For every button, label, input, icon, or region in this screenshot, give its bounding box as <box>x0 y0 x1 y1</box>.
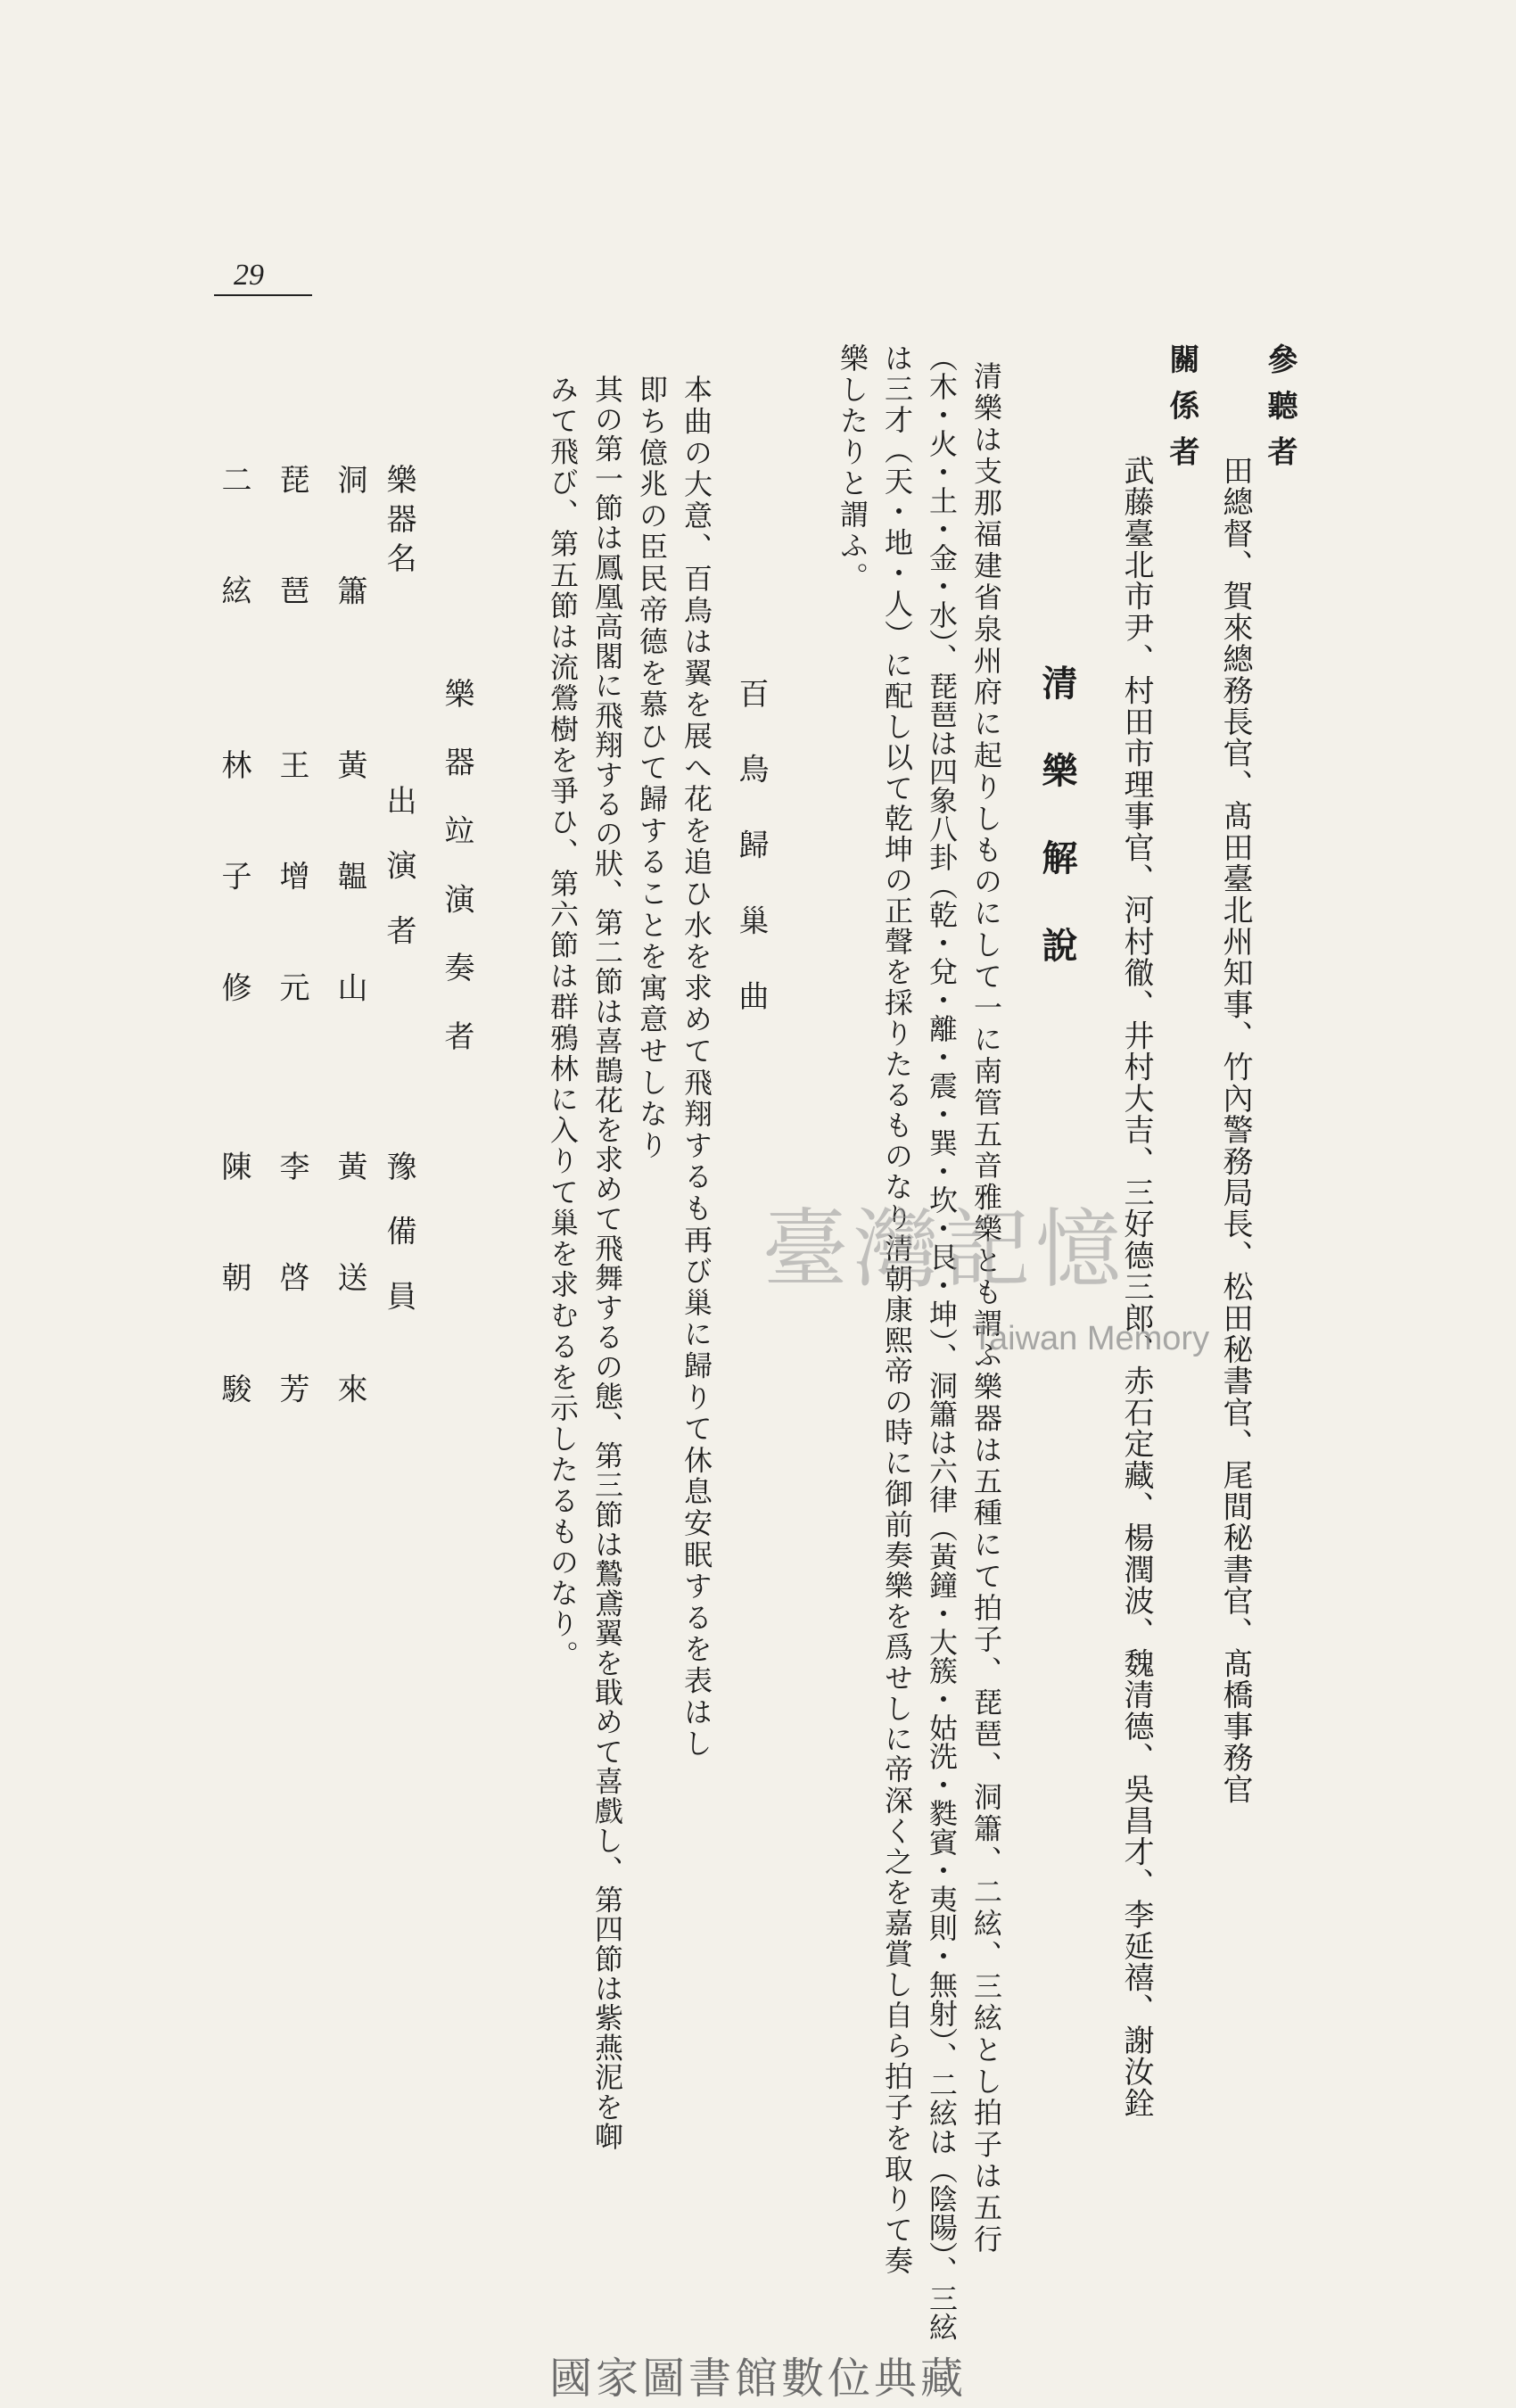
attendees-list: 田總督、賀來總務長官、髙田臺北州知事、竹內警務局長、松田秘書官、尾間秘書官、髙橋事務官 <box>1217 455 1253 1805</box>
performers-title: 樂 器 竝 演 奏 者 <box>439 678 474 1066</box>
song-line-1: 本曲の大意、百鳥は翼を展へ花を追ひ水を求めて飛翔するも再び巢に歸りて休息安眠するを表はし <box>680 375 713 1761</box>
instrument-name: 二 絃 <box>216 464 251 641</box>
header-instrument: 樂器名 <box>381 464 416 581</box>
instrument-name: 琵 琶 <box>274 464 309 641</box>
related-heading: 關 係 者 <box>1164 343 1199 469</box>
page-number-rule <box>214 294 312 296</box>
song-title: 百 鳥 歸 巢 曲 <box>733 678 769 1029</box>
explanation-line-1: 清樂は支那福建省泉州府に起りしものにして一に南管五音雅樂とも謂ふ樂器は五種にて拍子、琵琶、洞簫、二絃、三絃とし拍子は五行 <box>969 361 1003 2255</box>
song-line-2: 即ち億兆の臣民帝德を慕ひて歸することを寓意せしなり <box>635 375 669 1162</box>
song-line-3: 其の第一節は鳳凰高閣に飛翔するの狀、第二節は喜鵲花を求めて飛舞するの態、第三節は鷙鳶翼を戢めて喜戲し、第四節は紫燕泥を啣 <box>590 375 624 2151</box>
performer-name: 黃 韞 山 <box>332 749 367 1038</box>
performer-name: 林 子 修 <box>216 749 251 1038</box>
song-line-4: みて飛び、第五節は流鶯樹を爭ひ、第六節は群鴉林に入りて巢を求むるを示したるものなり。 <box>546 375 580 1671</box>
header-performer: 出 演 者 <box>381 785 416 958</box>
reserve-name: 黃 送 來 <box>332 1150 367 1439</box>
related-list: 武藤臺北市尹、村田市理事官、河村徹、井村大吉、三好德三郎、赤石定藏、楊潤波、魏清德、吳昌才、李延禧、謝汝銓 <box>1118 455 1154 2119</box>
reserve-name: 李 啓 芳 <box>274 1150 309 1439</box>
explanation-line-4: 樂したりと謂ふ。 <box>836 343 869 593</box>
reserve-name: 陳 朝 駿 <box>216 1150 251 1439</box>
section-title: 清 樂 解 說 <box>1036 664 1078 982</box>
watermark-text: 臺灣記憶 <box>762 1200 1126 1299</box>
page-number: 29 <box>234 259 264 292</box>
watermark-english: Taiwan Memory <box>972 1320 1210 1357</box>
explanation-line-2: （木・火・土・金・水）、琵琶は四象八卦（乾・兌・離・震・巽・坎・艮・坤）、洞簫は六律（黃鐘・大簇・姑洗・㽔賓・夷則・無射）、二絃は（陰陽）、三絃 <box>925 343 959 2341</box>
explanation-line-3: は三才（天・地・人）に配し以て乾坤の正聲を採りたるものなり清朝康熙帝の時に御前奏樂を爲せしに帝深く之を嘉賞し自ら拍子を取りて奏 <box>880 343 914 2277</box>
header-reserve: 豫 備 員 <box>381 1150 416 1324</box>
instrument-name: 洞 簫 <box>332 464 367 641</box>
attendees-heading: 參 聽 者 <box>1262 343 1298 469</box>
footer-archive-label: 國家圖書館數位典藏 <box>548 2354 967 2404</box>
performer-name: 王 增 元 <box>274 749 309 1038</box>
